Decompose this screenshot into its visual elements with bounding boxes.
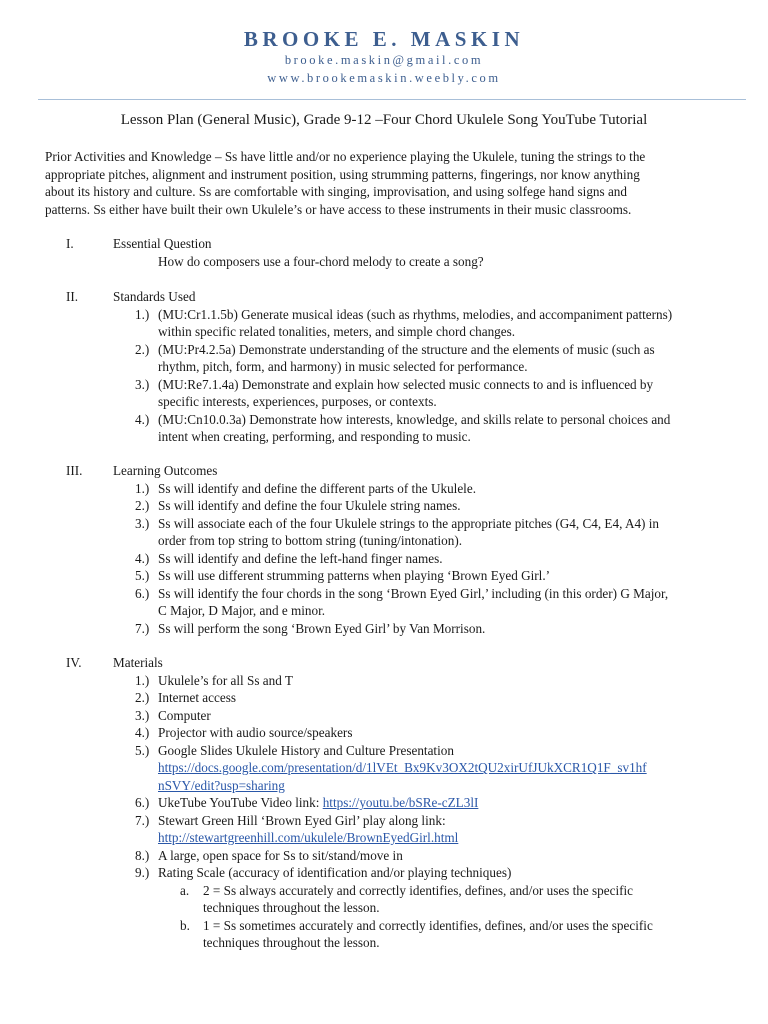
- item-text: Ss will identify and define the left-hand finger names.: [158, 550, 443, 566]
- list-item: [0, 707, 768, 725]
- item-text: (MU:Re7.1.4a) Demonstrate and explain how selected music connects to and is influenced by: [158, 376, 654, 392]
- list-item: [0, 567, 768, 585]
- item-number: 2.): [135, 498, 150, 513]
- list-item: [0, 620, 768, 638]
- list-item: [0, 794, 768, 812]
- item-text: intent when creating, performing, and responding to music.: [158, 429, 471, 444]
- item-number: 5.): [135, 568, 150, 583]
- prior-line: patterns. Ss either have built their own Ukulele’s or have access to these instruments in their music classrooms.: [45, 201, 632, 217]
- item-text: Internet access: [158, 690, 236, 705]
- section-heading: Learning Outcomes: [113, 463, 218, 478]
- list-item: [0, 864, 768, 952]
- section-heading: Standards Used: [113, 289, 196, 304]
- list-item: [0, 585, 768, 620]
- prior-knowledge-paragraph: [45, 148, 715, 218]
- section-number: III.: [66, 463, 83, 478]
- item-text: Ss will associate each of the four Ukulele strings to the appropriate pitches (G4, C4, E4, A4) in: [158, 515, 660, 531]
- youtube-link[interactable]: https://youtu.be/bSRe-cZL3lI: [322, 795, 479, 810]
- materials-list: [0, 672, 768, 952]
- list-item: [158, 917, 768, 952]
- item-text: Ukulele’s for all Ss and T: [158, 672, 293, 688]
- lesson-title: Lesson Plan (General Music), Grade 9-12 –Four Chord Ukulele Song YouTube Tutorial: [120, 112, 648, 128]
- list-item: [0, 812, 768, 847]
- item-text: within specific related tonalities, meters, and simple chord changes.: [158, 324, 516, 339]
- standards-list: [0, 306, 768, 446]
- item-number: 2.): [135, 341, 150, 357]
- item-number: 7.): [135, 812, 150, 828]
- item-text: techniques throughout the lesson.: [203, 900, 380, 915]
- list-item: [0, 742, 768, 795]
- item-number: 3.): [135, 707, 150, 723]
- section-heading: Materials: [113, 655, 163, 670]
- list-item: [158, 882, 768, 917]
- item-text: rhythm, pitch, form, and harmony) in music selected for performance.: [158, 359, 528, 374]
- item-text: Ss will identify the four chords in the song ‘Brown Eyed Girl,’ including (in this order) G Major,: [158, 585, 669, 601]
- item-number: 3.): [135, 376, 150, 392]
- item-text: Ss will perform the song ‘Brown Eyed Girl’ by Van Morrison.: [158, 620, 486, 636]
- list-item: [0, 376, 768, 411]
- list-item: [0, 689, 768, 707]
- author-name: BROOKE E. MASKIN: [243, 27, 525, 51]
- item-number: 1.): [135, 480, 150, 496]
- slides-link[interactable]: https://docs.google.com/presentation/d/1lVEt_Bx9Kv3OX2tQU2xirUfJUkXCR1Q1F_sv1hf: [158, 760, 647, 775]
- item-text: 2 = Ss always accurately and correctly identifies, defines, and/or uses the specific: [203, 882, 634, 898]
- item-number: 8.): [135, 847, 150, 863]
- section-number: II.: [66, 289, 79, 304]
- item-text: Computer: [158, 707, 211, 723]
- item-text: 1 = Ss sometimes accurately and correctly identifies, defines, and/or uses the specific: [203, 917, 653, 933]
- item-number: 1.): [135, 672, 150, 688]
- item-number: 2.): [135, 690, 150, 705]
- item-number: 9.): [135, 865, 150, 880]
- list-item: [0, 480, 768, 498]
- item-text: Ss will use different strumming patterns when playing ‘Brown Eyed Girl.’: [158, 568, 551, 583]
- item-letter: b.: [180, 917, 190, 933]
- item-number: 4.): [135, 411, 150, 427]
- item-text: Projector with audio source/speakers: [158, 725, 353, 740]
- list-item: [0, 550, 768, 568]
- item-text: (MU:Cr1.1.5b) Generate musical ideas (such as rhythms, melodies, and accompaniment patterns): [158, 306, 673, 322]
- list-item: [0, 672, 768, 690]
- item-number: 4.): [135, 550, 150, 566]
- item-number: 6.): [135, 585, 150, 601]
- section-number: IV.: [66, 655, 82, 670]
- section-number: I.: [66, 236, 74, 251]
- list-item: [0, 411, 768, 446]
- prior-line: Prior Activities and Knowledge – Ss have little and/or no experience playing the Ukulele, tuning the strings to the: [45, 149, 646, 164]
- list-item: [0, 515, 768, 550]
- playalong-link[interactable]: http://stewartgreenhill.com/ukulele/BrownEyedGirl.html: [158, 830, 459, 845]
- item-text: (MU:Cn10.0.3a) Demonstrate how interests, knowledge, and skills relate to personal choices and: [158, 411, 671, 427]
- list-item: [0, 724, 768, 742]
- list-item: [0, 306, 768, 341]
- outcomes-list: [0, 480, 768, 638]
- item-text: (MU:Pr4.2.5a) Demonstrate understanding of the structure and the elements of music (such as: [158, 341, 655, 357]
- header-divider: [38, 99, 746, 100]
- item-letter: a.: [180, 882, 190, 898]
- item-number: 4.): [135, 725, 150, 740]
- item-text: Ss will identify and define the different parts of the Ukulele.: [158, 480, 477, 496]
- item-text: A large, open space for Ss to sit/stand/move in: [158, 847, 403, 863]
- item-text: Stewart Green Hill ‘Brown Eyed Girl’ play along link:: [158, 812, 446, 828]
- rating-scale-list: [158, 882, 768, 952]
- item-text: Ss will identify and define the four Ukulele string names.: [158, 498, 461, 513]
- item-text: UkeTube YouTube Video link:: [158, 795, 323, 810]
- author-website[interactable]: www.brookemaskin.weebly.com: [267, 71, 501, 85]
- item-text: order from top string to bottom string (tuning/intonation).: [158, 533, 463, 548]
- item-text: Google Slides Ukulele History and Culture Presentation: [158, 742, 454, 758]
- essential-question-text: How do composers use a four-chord melody to create a song?: [158, 253, 484, 269]
- item-number: 3.): [135, 515, 150, 531]
- item-text: specific interests, experiences, purposes, or contexts.: [158, 394, 437, 409]
- prior-line: appropriate pitches, alignment and instrument position, using strumming patterns, fingerings, nor know anything: [45, 166, 640, 182]
- item-number: 6.): [135, 795, 150, 810]
- prior-line: about its history and culture. Ss are comfortable with singing, improvisation, and using solfege hand signs and: [45, 184, 627, 199]
- item-number: 5.): [135, 742, 150, 758]
- section-heading: Essential Question: [113, 236, 212, 251]
- item-number: 7.): [135, 620, 150, 636]
- list-item: [0, 847, 768, 865]
- item-text: techniques throughout the lesson.: [203, 935, 380, 950]
- slides-link-continued[interactable]: nSVY/edit?usp=sharing: [158, 777, 285, 793]
- item-text: C Major, D Major, and e minor.: [158, 603, 326, 618]
- list-item: [0, 341, 768, 376]
- item-number: 1.): [135, 306, 150, 322]
- author-email[interactable]: brooke.maskin@gmail.com: [284, 53, 484, 67]
- item-text: Rating Scale (accuracy of identification and/or playing techniques): [158, 865, 512, 880]
- list-item: [0, 497, 768, 515]
